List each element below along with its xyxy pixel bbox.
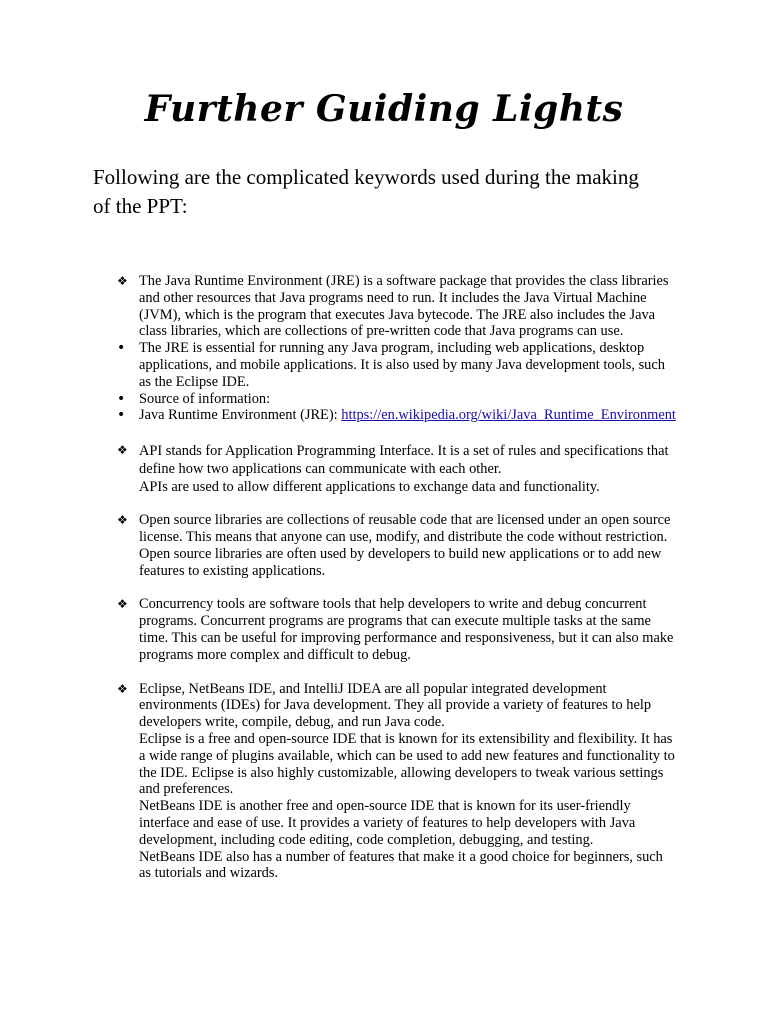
diamond-bullet-icon: ❖ (117, 443, 128, 458)
list-item-source (117, 391, 677, 408)
list-item-open-source (117, 512, 677, 579)
api-text-line1: API stands for Application Programming Interface. It is a set of rules and specifications that define how two applications can communicate with each other. (139, 443, 669, 478)
ides-para1: Eclipse, NetBeans IDE, and IntelliJ IDEA are all popular integrated development environments (IDEs) for Java development. They all provide a variety of features to help developers write, compile, debug, and run Java code. (139, 680, 652, 731)
dot-bullet-icon: • (117, 390, 126, 407)
jre-text: The Java Runtime Environment (JRE) is a software package that provides the class libraries and other resources that Java programs need to run. It includes the Java Virtual Machine (JVM), which is the program that executes Java bytecode. The JRE also includes the Java class libraries, which are collections of pre-written code that Java programs can use. (139, 273, 669, 340)
dot-bullet-icon: • (117, 407, 126, 424)
diamond-bullet-icon: ❖ (117, 597, 128, 612)
open-source-text: Open source libraries are collections of reusable code that are licensed under an open source license. This means that anyone can use, modify, and distribute the code without restriction. Open source libraries are often used by developers to build new applications or to add new features to existing applications. (139, 512, 671, 579)
ides-para2: Eclipse is a free and open-source IDE that is known for its extensibility and flexibility. It has a wide range of plugins available, which can be used to add new features and functionality to the IDE. Eclipse is also highly customizable, allowing developers to tweak various settings and preferences. (139, 730, 675, 798)
keyword-list (117, 273, 677, 882)
diamond-bullet-icon: ❖ (117, 681, 128, 696)
ides-para4: NetBeans IDE also has a number of features that make it a good choice for beginners, such as tutorials and wizards. (139, 848, 663, 882)
source-text: Source of information: (139, 390, 271, 407)
dot-bullet-icon: • (117, 340, 126, 357)
wikipedia-jre-link[interactable]: https://en.wikipedia.org/wiki/Java_Runtime_Environment (341, 407, 676, 424)
ides-para3: NetBeans IDE is another free and open-source IDE that is known for its user-friendly interface and ease of use. It provides a variety of features to help developers with Java development, including code editing, code completion, debugging, and testing. (139, 798, 636, 848)
list-item-concurrency (117, 596, 677, 663)
concurrency-text: Concurrency tools are software tools that help developers to write and debug concurrent programs. Concurrent programs are programs that can execute multiple tasks at the same time. This can be useful for improving performance and responsiveness, but it can also make programs more complex and difficult to debug. (139, 596, 674, 663)
list-item-jre-essential (117, 340, 677, 390)
page-title: Further Guiding Lights (144, 88, 624, 130)
jre-link-prefix: Java Runtime Environment (JRE): (139, 407, 342, 424)
diamond-bullet-icon: ❖ (117, 274, 128, 288)
jre-link-line (139, 407, 677, 424)
list-item-jre (117, 273, 677, 340)
list-item-jre-link (117, 407, 677, 424)
jre-essential-text: The JRE is essential for running any Java program, including web applications, desktop applications, and mobile applications. It is also used by many Java development tools, such as the Eclipse IDE. (139, 340, 665, 390)
intro-paragraph: Following are the complicated keywords used during the making of the PPT: (93, 165, 639, 218)
api-text-line2: APIs are used to allow different applications to exchange data and functionality. (139, 479, 600, 496)
list-item-ides (117, 681, 677, 883)
diamond-bullet-icon: ❖ (117, 513, 128, 528)
list-item-api (117, 442, 677, 496)
